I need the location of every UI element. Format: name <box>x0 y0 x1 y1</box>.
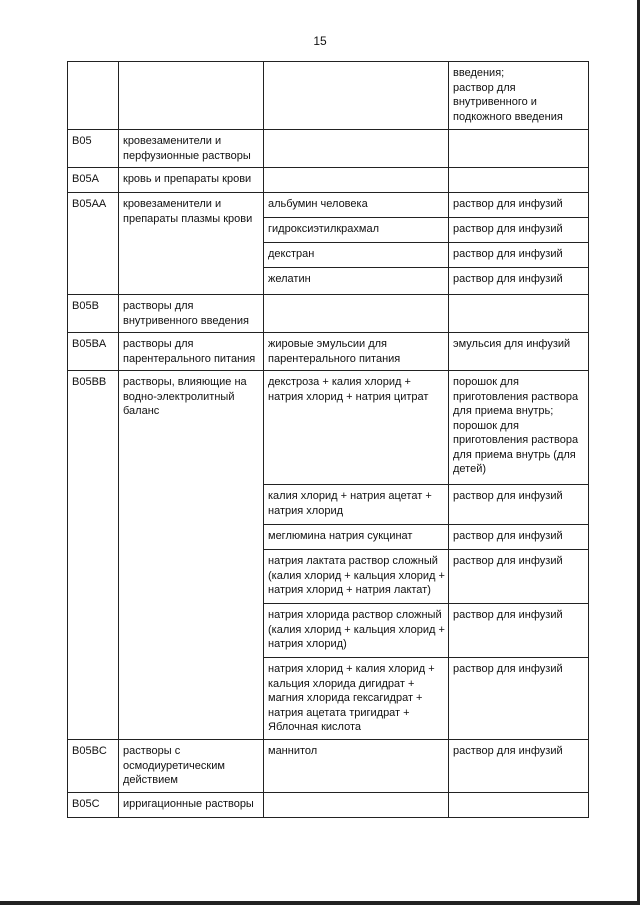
dosage-form-cell: эмульсия для инфузий <box>449 333 589 371</box>
dosage-form-cell <box>449 168 589 193</box>
substance-cell: декстроза + калия хлорид + натрия хлорид + натрия цитрат <box>264 371 449 485</box>
atc-code-cell <box>68 62 119 130</box>
atc-code-cell: B05 <box>68 130 119 168</box>
dosage-form-cell <box>449 295 589 333</box>
table-row <box>68 295 589 333</box>
page-number: 15 <box>313 34 327 48</box>
drug-table <box>67 61 589 818</box>
dosage-form-cell: раствор для инфузий <box>449 604 589 658</box>
substance-cell: натрия хлорида раствор сложный (калия хлорид + кальция хлорид + натрия хлорид) <box>264 604 449 658</box>
dosage-form-cell: раствор для инфузий <box>449 525 589 550</box>
atc-code-cell: B05A <box>68 168 119 193</box>
group-cell: растворы, влияющие на водно-электролитный баланс <box>119 371 264 740</box>
group-cell: кровезаменители и перфузионные растворы <box>119 130 264 168</box>
dosage-form-cell <box>449 792 589 817</box>
table-row <box>68 740 589 793</box>
scan-edge-bottom <box>0 901 640 905</box>
table-row <box>68 371 589 485</box>
substance-cell: меглюмина натрия сукцинат <box>264 525 449 550</box>
table-row <box>68 168 589 193</box>
group-cell: кровь и препараты крови <box>119 168 264 193</box>
table-row <box>68 62 589 130</box>
table-row <box>68 130 589 168</box>
atc-code-cell: B05AA <box>68 193 119 295</box>
atc-code-cell: B05B <box>68 295 119 333</box>
dosage-form-cell: раствор для инфузий <box>449 485 589 525</box>
substance-cell: альбумин человека <box>264 193 449 218</box>
substance-cell <box>264 168 449 193</box>
dosage-form-cell: раствор для инфузий <box>449 243 589 268</box>
substance-cell: натрия хлорид + калия хлорид + кальция хлорида дигидрат + магния хлорида гексагидрат + натрия ацетата тригидрат + Яблочная кислота <box>264 658 449 740</box>
substance-cell: гидроксиэтилкрахмал <box>264 218 449 243</box>
dosage-form-cell <box>449 130 589 168</box>
dosage-form-cell: введения; раствор для внутривенного и подкожного введения <box>449 62 589 130</box>
dosage-form-cell: раствор для инфузий <box>449 218 589 243</box>
substance-cell: декстран <box>264 243 449 268</box>
substance-cell: натрия лактата раствор сложный (калия хлорид + кальция хлорид + натрия хлорид + натрия лактат) <box>264 550 449 604</box>
dosage-form-cell: раствор для инфузий <box>449 268 589 295</box>
substance-cell: желатин <box>264 268 449 295</box>
group-cell: ирригационные растворы <box>119 792 264 817</box>
substance-cell: маннитол <box>264 740 449 793</box>
atc-code-cell: B05BA <box>68 333 119 371</box>
table-row <box>68 193 589 218</box>
dosage-form-cell: раствор для инфузий <box>449 658 589 740</box>
atc-code-cell: B05C <box>68 792 119 817</box>
group-cell <box>119 62 264 130</box>
group-cell: растворы для парентерального питания <box>119 333 264 371</box>
table-row <box>68 333 589 371</box>
substance-cell <box>264 62 449 130</box>
substance-cell: калия хлорид + натрия ацетат + натрия хлорид <box>264 485 449 525</box>
dosage-form-cell: порошок для приготовления раствора для приема внутрь; порошок для приготовления раствора для приема внутрь (для детей) <box>449 371 589 485</box>
dosage-form-cell: раствор для инфузий <box>449 550 589 604</box>
group-cell: кровезаменители и препараты плазмы крови <box>119 193 264 295</box>
table-row <box>68 792 589 817</box>
atc-code-cell: B05BC <box>68 740 119 793</box>
dosage-form-cell: раствор для инфузий <box>449 193 589 218</box>
group-cell: растворы с осмодиуретическим действием <box>119 740 264 793</box>
dosage-form-cell: раствор для инфузий <box>449 740 589 793</box>
atc-code-cell: B05BB <box>68 371 119 740</box>
substance-cell <box>264 792 449 817</box>
group-cell: растворы для внутривенного введения <box>119 295 264 333</box>
substance-cell <box>264 295 449 333</box>
substance-cell: жировые эмульсии для парентерального питания <box>264 333 449 371</box>
substance-cell <box>264 130 449 168</box>
